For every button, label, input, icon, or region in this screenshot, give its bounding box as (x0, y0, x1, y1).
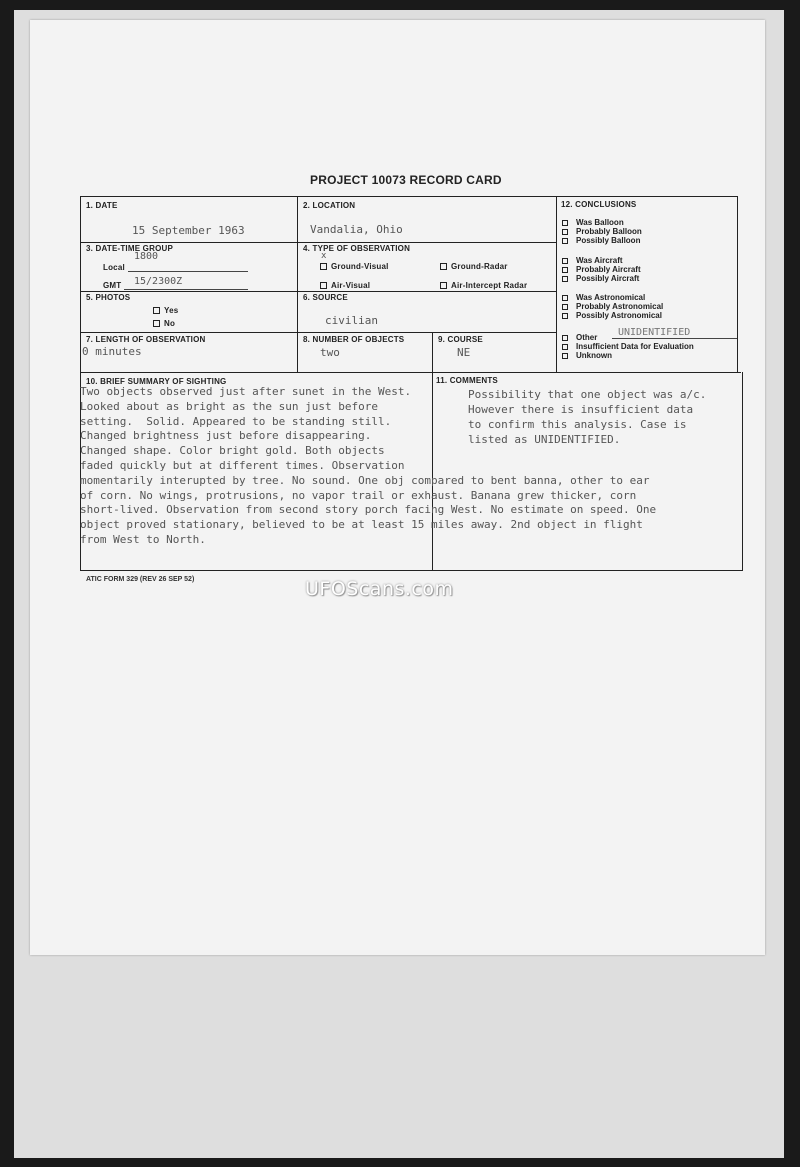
conclusion-option[interactable] (562, 351, 612, 360)
source-value: civilian (325, 314, 378, 327)
conclusion-option[interactable] (562, 311, 662, 320)
checkbox-icon (153, 307, 160, 314)
grid-line (80, 242, 556, 243)
conclusion-option-label: Possibly Balloon (576, 236, 641, 245)
local-underline (128, 271, 248, 272)
date-time-group-label: 3. DATE-TIME GROUP (86, 244, 174, 253)
conclusion-option[interactable] (562, 302, 663, 311)
brief-summary-label: 10. BRIEF SUMMARY OF SIGHTING (86, 377, 227, 386)
conclusion-option[interactable] (562, 218, 624, 227)
local-value: 1800 (134, 251, 159, 262)
checkbox-icon (562, 238, 568, 244)
grid-line (297, 196, 298, 373)
conclusion-option-label: Was Astronomical (576, 293, 646, 302)
checkbox-icon (320, 282, 327, 289)
checkbox-icon (562, 258, 568, 264)
checkbox-icon (562, 313, 568, 319)
checkbox-icon (562, 304, 568, 310)
form-id: ATIC FORM 329 (REV 26 SEP 52) (86, 576, 195, 583)
checkbox-icon (562, 335, 568, 341)
comments-label: 11. COMMENTS (436, 376, 498, 385)
grid-line (742, 372, 743, 571)
grid-line (80, 332, 556, 333)
summary-line: Two objects observed just after sunet in the West. (80, 385, 412, 398)
summary-line: of corn. No wings, protrusions, no vapor trail or exhaust. Banana grew thicker, corn (80, 488, 637, 502)
checkbox-icon (562, 344, 568, 350)
conclusion-option[interactable] (562, 227, 642, 236)
other-underline (612, 338, 737, 339)
comment-line: to confirm this analysis. Case is (468, 418, 687, 431)
check-mark: x (321, 251, 327, 261)
location-value: Vandalia, Ohio (310, 223, 403, 236)
photos-option-yes[interactable]: Yes (153, 306, 178, 315)
grid-line (80, 196, 737, 197)
comment-line: However there is insufficient data (468, 403, 694, 416)
conclusion-option-label: Other (576, 333, 598, 342)
checkbox-icon (562, 220, 568, 226)
conclusion-option-label: Probably Astronomical (576, 302, 664, 311)
summary-line: Changed brightness just before disappearing. (80, 429, 372, 443)
conclusion-option-label: Possibly Aircraft (576, 274, 640, 283)
conclusion-option[interactable] (562, 293, 645, 302)
course-value: NE (457, 346, 471, 359)
source-label: 6. SOURCE (303, 293, 348, 302)
conclusion-option-label: Probably Balloon (576, 227, 642, 236)
number-of-objects-value: two (320, 346, 340, 359)
conclusions-label: 12. CONCLUSIONS (561, 200, 637, 209)
date-label: 1. DATE (86, 201, 118, 210)
gmt-label: GMT (103, 281, 122, 290)
summary-line: from West to North. (80, 532, 206, 546)
watermark: UFOScans.com (305, 578, 454, 600)
card-title: PROJECT 10073 RECORD CARD (310, 173, 502, 187)
conclusion-option-label: Unknown (576, 351, 612, 360)
checkbox-icon (562, 267, 568, 273)
gmt-value: 15/2300Z (134, 276, 183, 287)
location-label: 2. LOCATION (303, 201, 356, 210)
summary-line: short-lived. Observation from second story porch facing West. No estimate on speed. One (80, 503, 657, 517)
summary-line: Looked about as bright as the sun just before (80, 399, 379, 413)
checkbox-icon (562, 229, 568, 235)
checkbox-icon (153, 320, 160, 327)
checkbox-icon (562, 276, 568, 282)
checkbox-icon (562, 353, 568, 359)
gmt-underline (124, 289, 248, 290)
date-value: 15 September 1963 (132, 224, 245, 237)
local-label: Local (103, 263, 125, 272)
summary-line: setting. Solid. Appeared to be standing still. (80, 414, 392, 428)
checkbox-icon (440, 282, 447, 289)
length-of-observation-label: 7. LENGTH OF OBSERVATION (86, 335, 206, 344)
conclusion-option[interactable] (562, 274, 639, 283)
option-ground-visual[interactable]: Ground-Visual (320, 262, 389, 271)
conclusion-option[interactable] (562, 256, 623, 265)
conclusion-option-label: Possibly Astronomical (576, 311, 662, 320)
grid-line (737, 196, 738, 373)
conclusion-option[interactable] (562, 236, 640, 245)
conclusion-option[interactable] (562, 333, 597, 342)
checkbox-icon (562, 295, 568, 301)
comments-text (468, 387, 706, 447)
photos-option-no[interactable]: No (153, 319, 175, 328)
comment-line: listed as UNIDENTIFIED. (468, 433, 621, 446)
course-label: 9. COURSE (438, 335, 483, 344)
option-ground-radar[interactable]: Ground-Radar (440, 262, 508, 271)
conclusion-option[interactable] (562, 342, 694, 351)
other-value: UNIDENTIFIED (618, 327, 691, 338)
grid-line (80, 291, 556, 292)
summary-line: object proved stationary, believed to be at least 15 miles away. 2nd object in flight (80, 518, 643, 532)
checkbox-icon (440, 263, 447, 270)
conclusion-option-label: Was Balloon (576, 218, 624, 227)
grid-line (80, 372, 741, 373)
conclusion-option-label: Insufficient Data for Evaluation (576, 342, 694, 351)
summary-line: faded quickly but at different times. Observation (80, 458, 405, 472)
comment-line: Possibility that one object was a/c. (468, 388, 707, 401)
grid-line (80, 570, 743, 571)
number-of-objects-label: 8. NUMBER OF OBJECTS (303, 335, 405, 344)
option-air-visual[interactable]: Air-Visual (320, 281, 370, 290)
checkbox-icon (320, 263, 327, 270)
conclusion-option-label: Probably Aircraft (576, 265, 641, 274)
conclusion-option[interactable] (562, 265, 641, 274)
conclusion-option-label: Was Aircraft (576, 256, 623, 265)
option-air-intercept-radar[interactable]: Air-Intercept Radar (440, 281, 527, 290)
summary-line: momentarily interupted by tree. No sound. One obj compared to bent banna, other to ear (80, 473, 650, 487)
photos-label: 5. PHOTOS (86, 293, 131, 302)
length-of-observation-value: 0 minutes (82, 345, 142, 358)
type-of-observation-label: 4. TYPE OF OBSERVATION (303, 244, 411, 253)
grid-line (556, 196, 557, 373)
summary-line: Changed shape. Color bright gold. Both objects (80, 444, 385, 458)
